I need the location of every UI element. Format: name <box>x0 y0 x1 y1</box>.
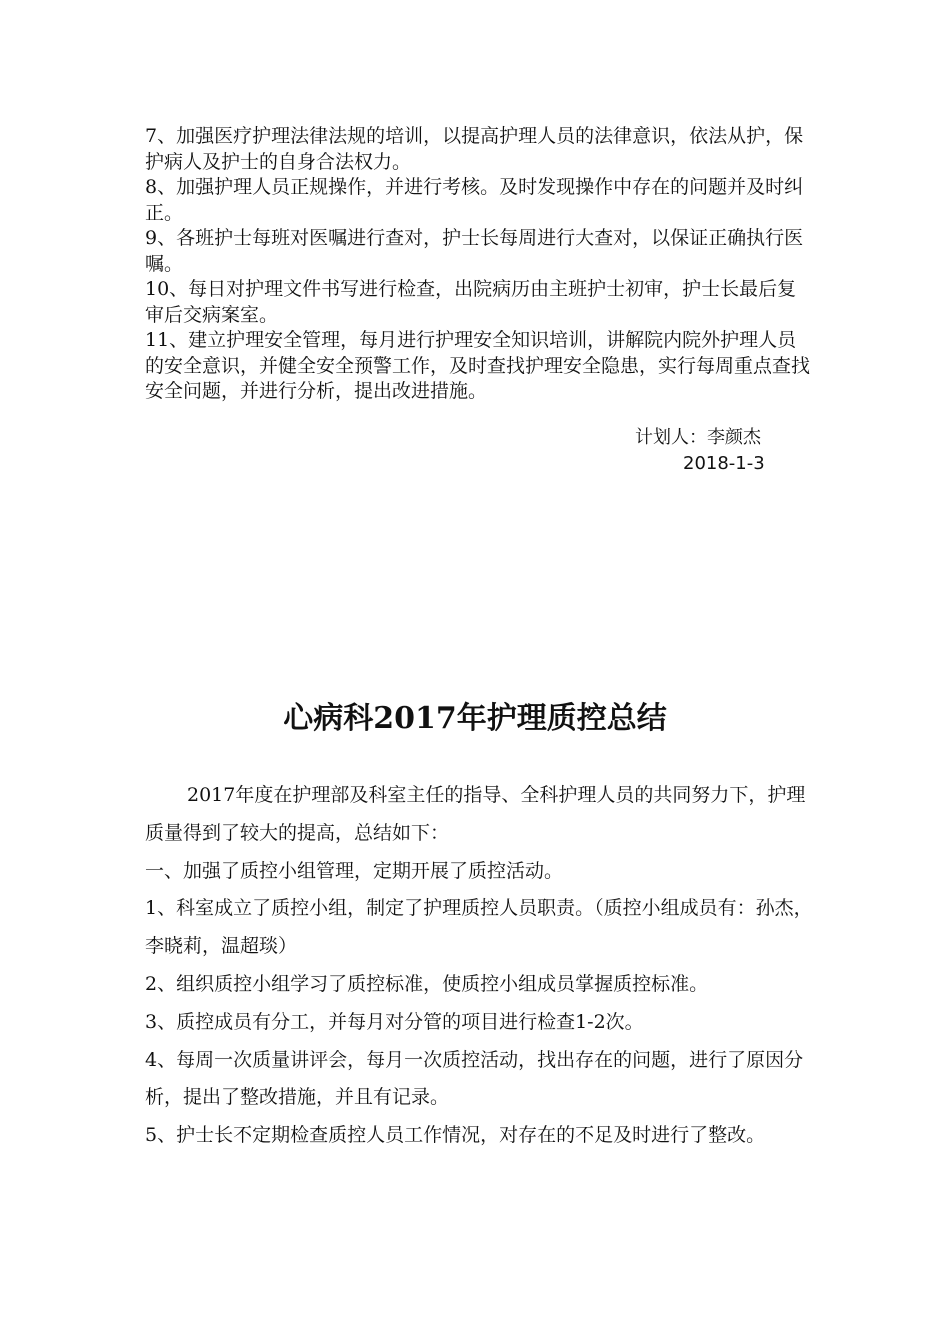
summary-point-4: 4、每周一次质量讲评会，每月一次质控活动，找出存在的问题，进行了原因分析，提出了整改措施，并且有记录。 <box>145 1048 804 1109</box>
planner-name: 计划人：李颜杰 <box>635 427 761 448</box>
summary-title: 心病科2017年护理质控总结 <box>283 701 667 736</box>
summary-section-heading: 一、加强了质控小组管理，定期开展了质控活动。 <box>145 859 564 882</box>
plan-item-7: 7、加强医疗护理法律法规的培训，以提高护理人员的法律意识，依法从护，保护病人及护士的自身合法权力。 <box>145 125 804 173</box>
plan-item-9: 9、各班护士每班对医嘱进行查对，护士长每周进行大查对，以保证正确执行医嘱。 <box>145 227 804 275</box>
nursing-plan-list <box>145 124 815 405</box>
summary-point-2: 2、组织质控小组学习了质控标准，使质控小组成员掌握质控标准。 <box>145 972 709 995</box>
summary-point-5: 5、护士长不定期检查质控人员工作情况，对存在的不足及时进行了整改。 <box>145 1124 766 1147</box>
plan-item-10: 10、每日对护理文件书写进行检查，出院病历由主班护士初审，护士长最后复审后交病案室。 <box>145 278 797 326</box>
summary-point-1: 1、科室成立了质控小组，制定了护理质控人员职责。（质控小组成员有：孙杰，李晓莉，温超琰） <box>145 897 813 958</box>
summary-body <box>145 777 813 1155</box>
summary-point-3: 3、质控成员有分工，并每月对分管的项目进行检查1-2次。 <box>145 1010 644 1033</box>
summary-intro: 2017年度在护理部及科室主任的指导、全科护理人员的共同努力下，护理质量得到了较大的提高，总结如下： <box>145 784 806 844</box>
plan-date: 2018-1-3 <box>683 453 765 474</box>
plan-item-11: 11、建立护理安全管理，每月进行护理安全知识培训，讲解院内院外护理人员的安全意识，并健全安全预警工作，及时查找护理安全隐患，实行每周重点查找安全问题，并进行分析，提出改进措施。 <box>145 329 811 402</box>
plan-item-8: 8、加强护理人员正规操作，并进行考核。及时发现操作中存在的问题并及时纠正。 <box>145 176 804 224</box>
plan-signoff <box>635 425 835 477</box>
